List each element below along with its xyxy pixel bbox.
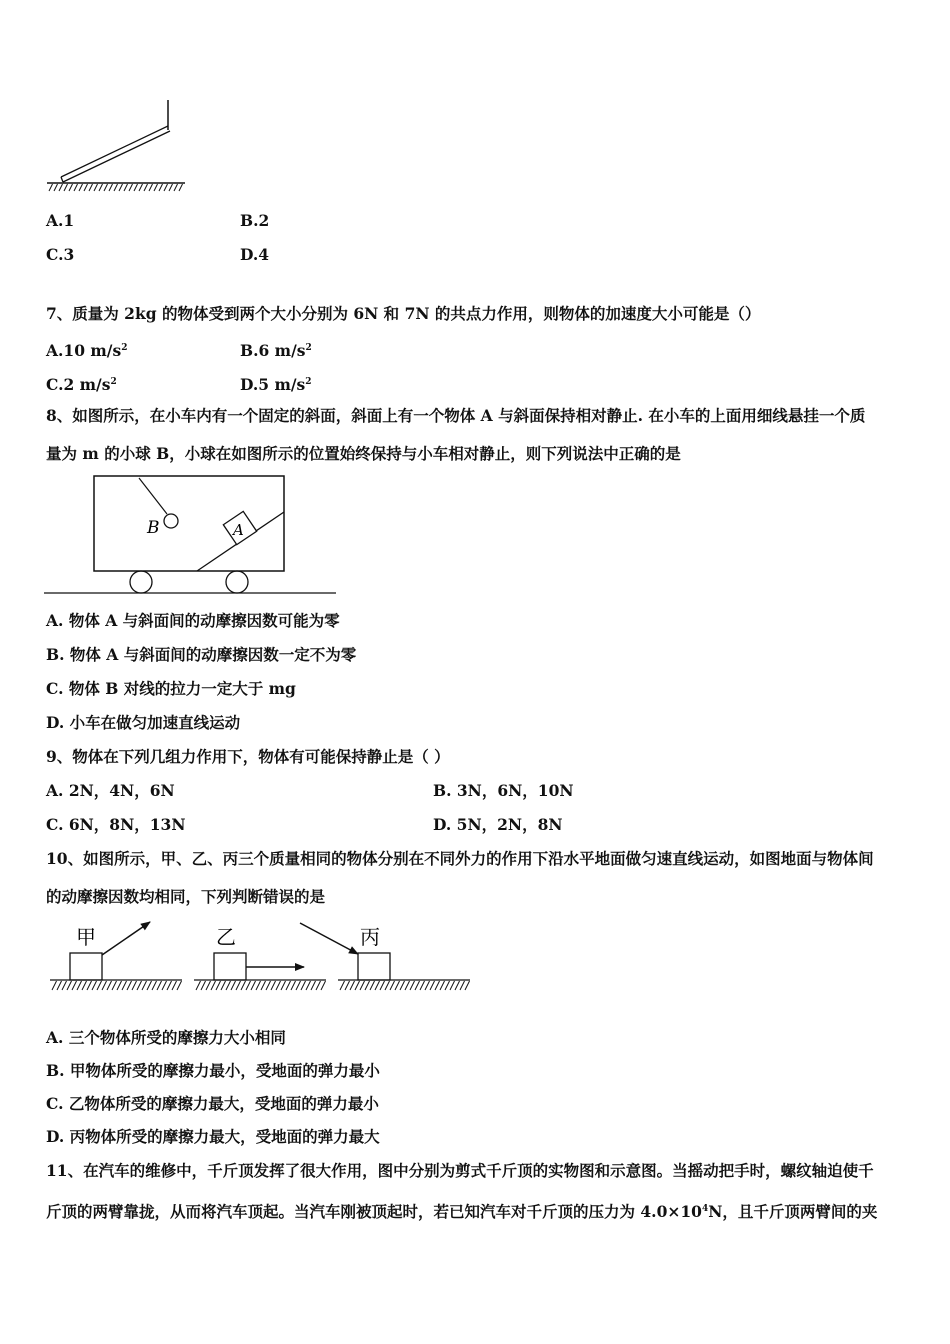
q7-option-d[interactable]: D.5 $m/s^2$ xyxy=(240,375,312,394)
q6-option-b[interactable]: B.2 xyxy=(240,211,270,230)
q8-option-b[interactable]: B. 物体 A 与斜面间的动摩擦因数一定不为零 xyxy=(46,645,357,664)
q8-option-a[interactable]: A. 物体 A 与斜面间的动摩擦因数可能为零 xyxy=(46,611,340,630)
q10-option-b[interactable]: B. 甲物体所受的摩擦力最小，受地面的弹力最小 xyxy=(46,1061,380,1080)
q6-figure-plank-on-wall xyxy=(45,100,185,195)
q8-label-a: A xyxy=(233,521,244,539)
q9-option-d[interactable]: D. 5N，2N，8N xyxy=(433,815,563,834)
q8-stem-line2: 量为 m 的小球 B，小球在如图所示的位置始终保持与小车相对静止，则下列说法中正确的是 xyxy=(46,444,681,463)
q9-stem: 9、物体在下列几组力作用下，物体有可能保持静止是（ ） xyxy=(46,747,450,766)
q11-stem-line1: 11、在汽车的维修中，千斤顶发挥了很大作用，图中分别为剪式千斤顶的实物图和示意图。当摇动把手时，螺纹轴迫使千 xyxy=(46,1161,874,1180)
q7-option-a[interactable]: A.10 $m/s^2$ xyxy=(46,341,128,360)
q10-option-d[interactable]: D. 丙物体所受的摩擦力最大，受地面的弹力最大 xyxy=(46,1127,380,1146)
q8-stem-line1: 8、如图所示，在小车内有一个固定的斜面，斜面上有一个物体 A 与斜面保持相对静止. 在小车的上面用细线悬挂一个质 xyxy=(46,406,866,425)
q10-label-bing: 丙 xyxy=(360,925,380,949)
q11-stem-line2: 斤顶的两臂靠拢，从而将汽车顶起。当汽车刚被顶起时，若已知汽车对千斤顶的压力为 $4.0\times 10^4N$，且千斤顶两臂间的夹 xyxy=(46,1202,878,1221)
q10-figure-three-blocks xyxy=(48,918,478,998)
q8-option-c[interactable]: C. 物体 B 对线的拉力一定大于 mg xyxy=(46,679,296,698)
q10-stem-line1: 10、如图所示，甲、乙、丙三个质量相同的物体分别在不同外力的作用下沿水平地面做匀速直线运动，如图地面与物体间 xyxy=(46,849,874,868)
q7-option-b[interactable]: B.6 $m/s^2$ xyxy=(240,341,312,360)
q6-option-a[interactable]: A.1 xyxy=(46,211,75,230)
q10-stem-line2: 的动摩擦因数均相同，下列判断错误的是 xyxy=(46,887,326,906)
q9-option-b[interactable]: B. 3N，6N，10N xyxy=(433,781,574,800)
q8-label-b: B xyxy=(147,518,160,538)
q6-option-c[interactable]: C.3 xyxy=(46,245,75,264)
q10-option-c[interactable]: C. 乙物体所受的摩擦力最大，受地面的弹力最小 xyxy=(46,1094,379,1113)
q7-stem: 7、质量为 2kg 的物体受到两个大小分别为 6N 和 7N 的共点力作用，则物体的加速度大小可能是（） xyxy=(46,304,761,323)
q10-label-yi: 乙 xyxy=(216,925,236,949)
q8-option-d[interactable]: D. 小车在做匀加速直线运动 xyxy=(46,713,241,732)
q7-option-c[interactable]: C.2 $m/s^2$ xyxy=(46,375,117,394)
q6-option-d[interactable]: D.4 xyxy=(240,245,270,264)
q8-figure-cart xyxy=(44,474,344,599)
q9-option-a[interactable]: A. 2N，4N，6N xyxy=(46,781,175,800)
q10-label-jia: 甲 xyxy=(76,925,96,949)
q10-option-a[interactable]: A. 三个物体所受的摩擦力大小相同 xyxy=(46,1028,286,1047)
q9-option-c[interactable]: C. 6N，8N，13N xyxy=(46,815,186,834)
